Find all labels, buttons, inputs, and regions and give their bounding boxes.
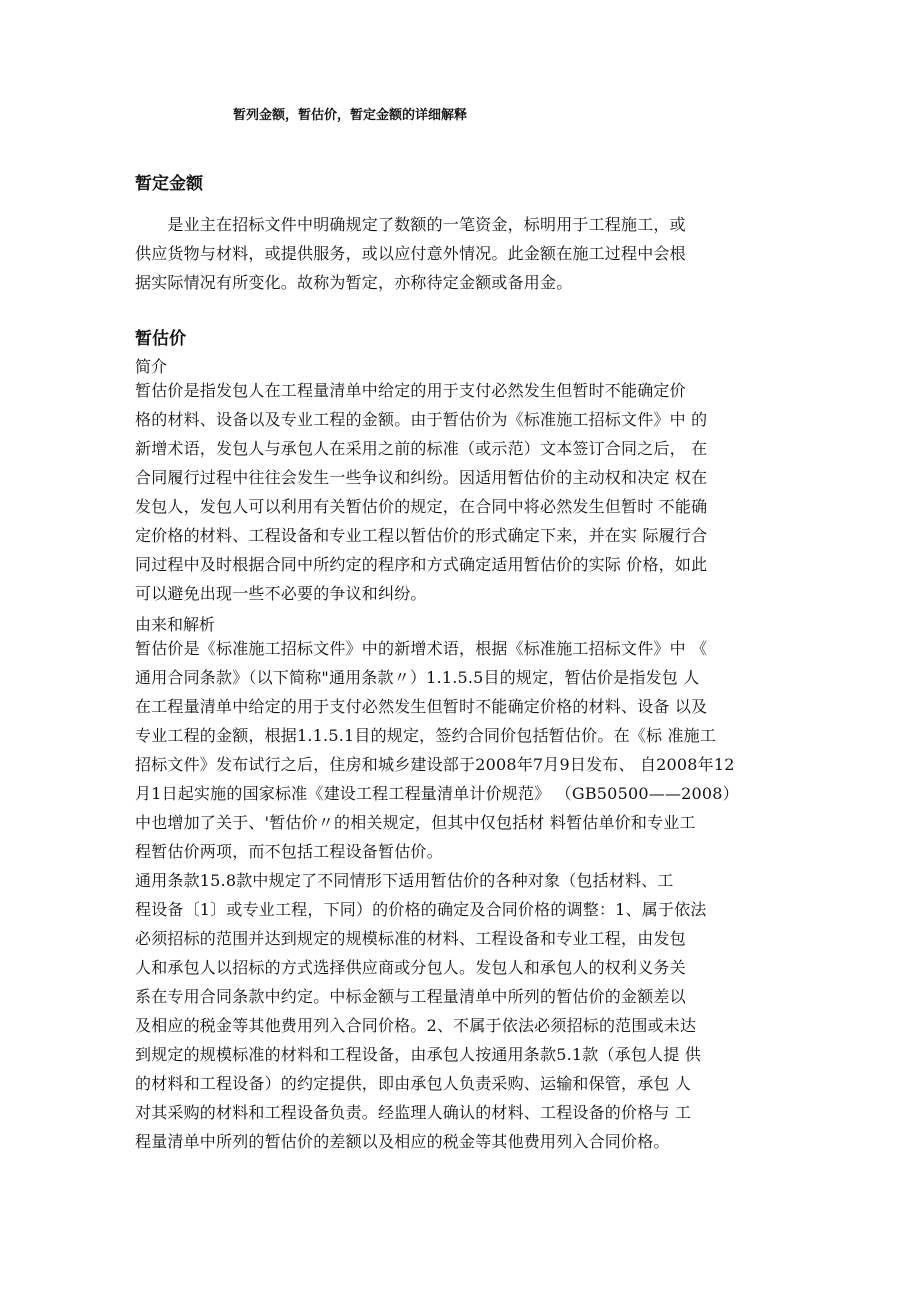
text-line: 程设备〔1〕或专业工程，下同）的价格的确定及合同价格的调整：1、属于依法 [135,900,707,919]
heading-estimated-price: 暂估价 [135,329,186,349]
estimated-price-origin-paragraph [135,634,795,866]
text-line: 招标文件》发布试行之后，住房和城乡建设部于2008年7月9日发布、 自2008年12 [135,755,735,774]
text-line: 是业主在招标文件中明确规定了数额的一笔资金，标明用于工程施工，或 [135,215,686,234]
text-line: 供应货物与材料，或提供服务，或以应付意外情况。此金额在施工过程中会根 [135,244,686,263]
text-line: 月1日起实施的国家标准《建设工程工程量清单计价规范》 （GB50500——2008） [135,784,739,803]
heading-provisional-sum: 暂定金额 [135,174,203,194]
text-line: 可以避免出现一些不必要的争议和纠纷。 [135,584,427,603]
document-title: 暂列金额，暂估价，暂定金额的详细解释 [233,108,468,123]
text-line: 程量清单中所列的暂估价的差额以及相应的税金等其他费用列入合同价格。 [135,1132,670,1151]
text-line: 必须招标的范围并达到规定的规模标准的材料、工程设备和专业工程，由发包 [135,929,686,948]
text-line: 专业工程的金额，根据1.1.5.1目的规定，签约合同价包括暂估价。在《标 准施工 [135,726,717,745]
text-line: 的材料和工程设备）的约定提供，即由承包人负责采购、运输和保管，承包 人 [135,1074,692,1093]
text-line: 定价格的材料、工程设备和专业工程以暂估价的形式确定下来，并在实 际履行合 [135,526,708,545]
text-line: 中也增加了关于、'暂估价〃的相关规定，但其中仅包括材 料暂估单价和专业工 [135,813,696,832]
text-line: 暂估价是指发包人在工程量清单中给定的用于支付必然发生但暂时不能确定价 [135,381,686,400]
provisional-sum-paragraph [135,210,795,297]
text-line: 对其采购的材料和工程设备负责。经监理人确认的材料、工程设备的价格与 工 [135,1103,692,1122]
text-line: 格的材料、设备以及专业工程的金额。由于暂估价为《标准施工招标文件》中 的 [135,410,708,429]
text-line: 同过程中及时根据合同中所约定的程序和方式确定适用暂估价的实际 价格，如此 [135,555,708,574]
clause-15-8-paragraph [135,866,795,1156]
text-line: 程暂估价两项，而不包括工程设备暂估价。 [135,842,443,861]
text-line: 人和承包人以招标的方式选择供应商或分包人。发包人和承包人的权利义务关 [135,958,686,977]
text-line: 到规定的规模标准的材料和工程设备，由承包人按通用条款5.1款（承包人提 供 [135,1045,701,1064]
subheading-origin: 由来和解析 [135,615,216,634]
text-line: 合同履行过程中往往会发生一些争议和纠纷。因适用暂估价的主动权和决定 权在 [135,468,708,487]
text-line: 通用合同条款》（以下简称"通用条款〃）1.1.5.5目的规定，暂估价是指发包 人 [135,668,700,687]
text-line: 新增术语，发包人与承包人在采用之前的标准（或示范）文本签订合同之后， 在 [135,439,708,458]
text-line: 及相应的税金等其他费用列入合同价格。2、不属于依法必须招标的范围或未达 [135,1016,697,1035]
text-line: 系在专用合同条款中约定。中标金额与工程量清单中所列的暂估价的金额差以 [135,987,686,1006]
text-line: 暂估价是《标准施工招标文件》中的新增术语，根据《标准施工招标文件》中 《 [135,639,708,658]
text-line: 据实际情况有所变化。故称为暂定，亦称待定金额或备用金。 [135,273,573,292]
text-line: 发包人，发包人可以利用有关暂估价的规定，在合同中将必然发生但暂时 不能确 [135,497,708,516]
subheading-intro: 简介 [135,357,168,376]
estimated-price-intro-paragraph [135,376,795,608]
text-line: 通用条款15.8款中规定了不同情形下适用暂估价的各种对象（包括材料、工 [135,871,674,890]
text-line: 在工程量清单中给定的用于支付必然发生但暂时不能确定价格的材料、设备 以及 [135,697,708,716]
